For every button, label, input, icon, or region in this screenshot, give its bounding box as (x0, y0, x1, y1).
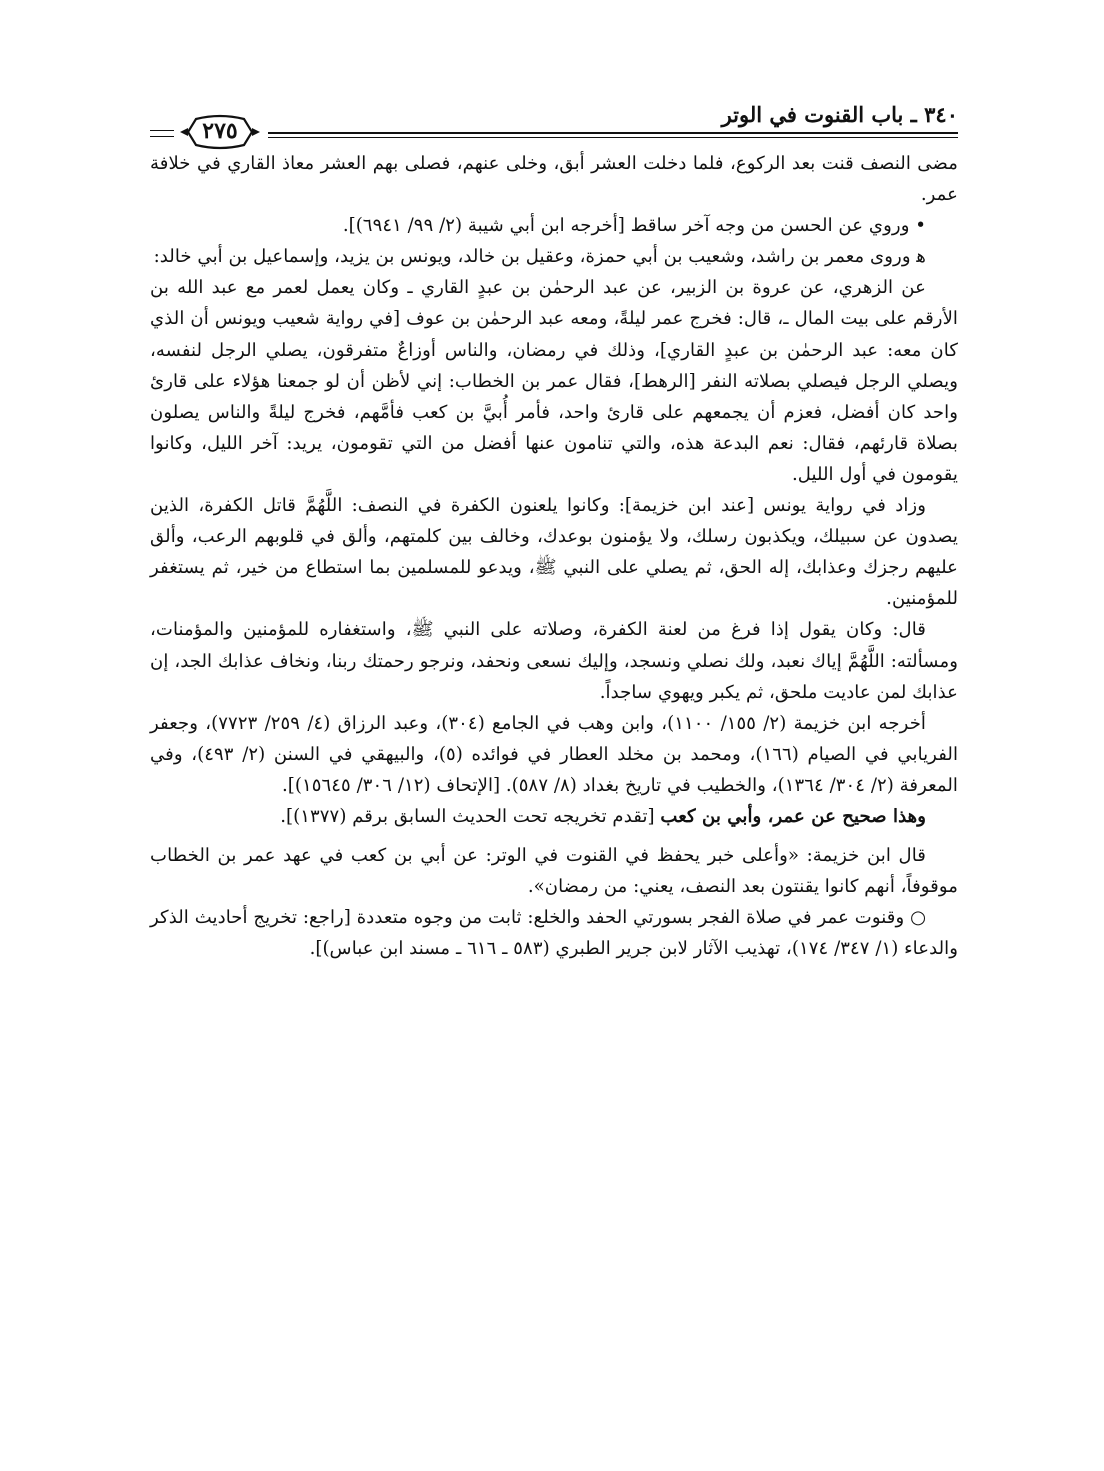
paragraph: عن الزهري، عن عروة بن الزبير، عن عبد الرحمٰن بن عبدٍ القاري ـ وكان يعمل لعمر مع عبد الله بن الأرقم على بيت المال ـ، قال: فخرج عمر ليلةً، ومعه عبد الرحمٰن بن عوف [في رواية شعيب ويونس أن الذي كان معه: عبد الرحمٰن بن عبدٍ القاري]، وذلك في رمضان، والناس أوزاعٌ متفرقون، يصلي الرجل لنفسه، ويصلي الرجل فيصلي بصلاته النفر [الرهط]، فقال عمر بن الخطاب: إني لأظن أن لو جمعنا هؤلاء على قارئ واحد كان أفضل، فعزم أن يجمعهم على قارئ واحد، فأمر أُبيَّ بن كعب فأمَّهم، فخرج ليلةً والناس يصلون بصلاة قارئهم، فقال: نعم البدعة هذه، والتي تنامون عنها أفضل من التي تقومون، يريد: آخر الليل، وكانوا يقومون في أول الليل. (150, 277, 958, 485)
ruling-paragraph (150, 801, 958, 832)
body-text (150, 148, 958, 964)
page-header (150, 92, 958, 148)
paragraph: قال: وكان يقول إذا فرغ من لعنة الكفرة، وصلاته على النبي ﷺ، واستغفاره للمؤمنين والمؤمنات، ومسألته: اللَّهُمَّ إياك نعبد، ولك نصلي ونسجد، وإليك نسعى ونحفد، ونرجو رحمتك ربنا، ونخاف عذابك الجد، إن عذابك لمن عاديت ملحق، ثم يكبر ويهوي ساجداً. (150, 619, 958, 703)
paragraph: وزاد في رواية يونس [عند ابن خزيمة]: وكانوا يلعنون الكفرة في النصف: اللَّهُمَّ قاتل الكفرة، الذين يصدون عن سبيلك، ويكذبون رسلك، ولا يؤمنون بوعدك، وخالف بين كلمتهم، وألق في قلوبهم الرعب، وألق عليهم رجزك وعذابك، إله الحق، ثم يصلي على النبي ﷺ، ويدعو للمسلمين بما استطاع من خير، ثم يستغفر للمؤمنين. (150, 495, 958, 610)
chapter-title: ٣٤٠ ـ باب القنوت في الوتر (721, 102, 958, 127)
paragraph: ﻫ وروى معمر بن راشد، وشعيب بن أبي حمزة، وعقيل بن خالد، ويونس بن يزيد، وإسماعيل بن أبي خالد: (153, 246, 926, 268)
paragraph: • وروي عن الحسن من وجه آخر ساقط [أخرجه ابن أبي شيبة (٢/ ٩٩/ ٦٩٤١)]. (342, 215, 926, 237)
spacer (150, 832, 958, 840)
document-page (150, 92, 958, 964)
paragraph: ○ وقنوت عمر في صلاة الفجر بسورتي الحفد والخلع: ثابت من وجوه متعددة [راجع: تخريج أحاديث الذكر والدعاء (١/ ٣٤٧/ ١٧٤)، تهذيب الآثار لابن جرير الطبري (٥٨٣ ـ ٦١٦ ـ مسند ابن عباس)]. (150, 907, 958, 960)
ruling-reference: [تقدم تخريجه تحت الحديث السابق برقم (١٣٧٧)]. (280, 805, 661, 827)
header-rule-thin (268, 137, 958, 138)
takhrij-paragraph: أخرجه ابن خزيمة (٢/ ١٥٥/ ١١٠٠)، وابن وهب في الجامع (٣٠٤)، وعبد الرزاق (٤/ ٢٥٩/ ٧٧٢٣)، وجعفر الفريابي في الصيام (١٦٦)، ومحمد بن مخلد العطار في فوائده (٥)، والبيهقي في السنن (٢/ ٤٩٣)، وفي المعرفة (٢/ ٣٠٤/ ١٣٦٤)، والخطيب في تاريخ بغداد (٨/ ٥٨٧). [الإتحاف (١٢/ ٣٠٦/ ١٥٦٤٥)]. (150, 712, 959, 796)
ruling-text: وهذا صحيح عن عمر، وأبي بن كعب (660, 805, 926, 827)
paragraph: مضى النصف قنت بعد الركوع، فلما دخلت العشر أبق، وخلى عنهم، فصلى بهم العشر معاذ القاري في خلافة عمر. (150, 153, 958, 206)
header-rule-left-lower (150, 136, 174, 137)
header-rule (268, 132, 958, 134)
header-rule-left (150, 130, 174, 131)
page-number: ٢٧٥ (202, 118, 238, 144)
page-number-ornament (178, 113, 262, 151)
paragraph: قال ابن خزيمة: «وأعلى خبر يحفظ في القنوت في الوتر: عن أبي بن كعب في عهد عمر بن الخطاب موقوفاً، أنهم كانوا يقنتون بعد النصف، يعني: من رمضان». (150, 845, 958, 898)
